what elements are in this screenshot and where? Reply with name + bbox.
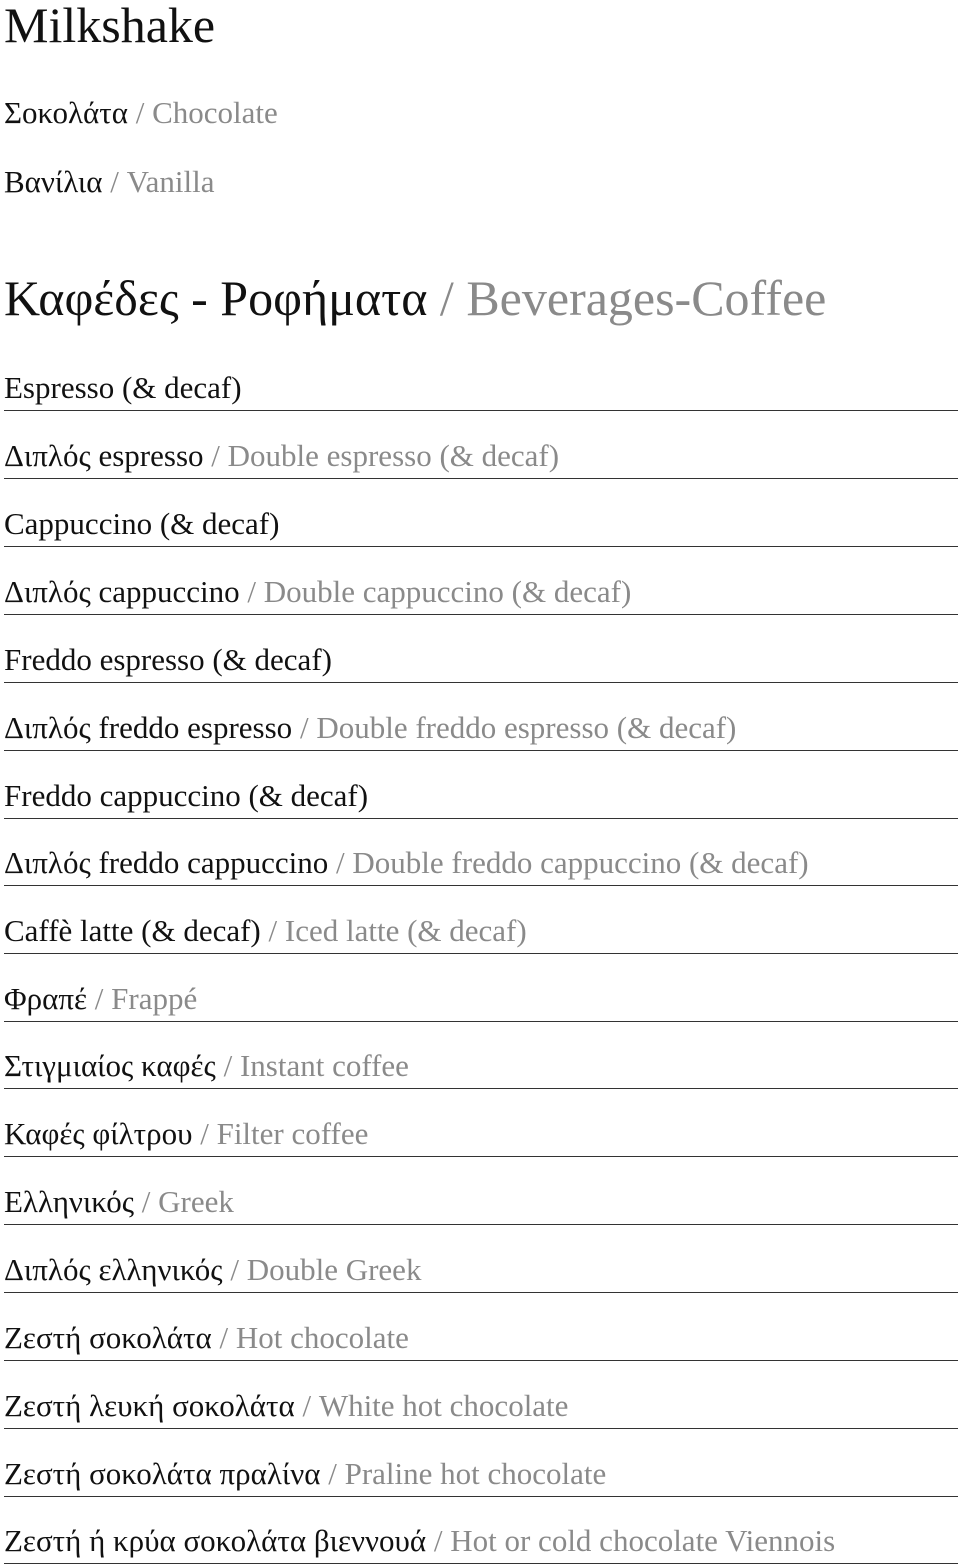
item-separator: / [328,845,353,880]
item-name-english: Double espresso (& decaf) [227,438,560,473]
item-name-english: Double Greek [246,1252,422,1287]
item-name-english: Vanilla [126,164,215,199]
item-name-english: Double cappuccino (& decaf) [263,574,632,609]
item-name-greek: Caffè latte (& decaf) [4,913,261,948]
item-name-greek: Καφές φίλτρου [4,1116,193,1151]
menu-item [4,1248,958,1293]
item-name-greek: Ζεστή σοκολάτα [4,1320,212,1355]
item-name-english: Filter coffee [216,1116,369,1151]
section-title-english: Beverages-Coffee [466,270,827,326]
item-name-greek: Διπλός freddo espresso [4,710,293,745]
item-name-english: Iced latte (& decaf) [284,913,527,948]
menu-item [4,638,958,683]
item-separator: / [239,574,264,609]
menu-item [4,1519,958,1564]
section-title-greek: Καφέδες - Ροφήματα [4,270,428,326]
item-separator: / [320,1456,345,1491]
item-name-greek: Στιγμιαίος καφές [4,1048,216,1083]
menu-item [4,1316,958,1361]
menu-item [4,909,958,954]
item-name-greek: Ζεστή ή κρύα σοκολάτα βιεννουά [4,1523,427,1558]
item-name-english: Instant coffee [239,1048,409,1083]
menu-item [4,434,958,479]
item-separator: / [215,1048,240,1083]
item-separator: / [127,95,153,130]
menu-item [4,570,958,615]
item-separator: / [192,1116,217,1151]
item-name-greek: Freddo espresso (& decaf) [4,642,332,677]
menu-item [4,977,958,1022]
section-title-beverages-coffee [4,270,827,326]
section-title-separator: / [427,270,467,326]
item-name-english: White hot chocolate [318,1388,569,1423]
item-separator: / [211,1320,236,1355]
item-name-greek: Σοκολάτα [4,95,128,130]
item-separator: / [134,1184,159,1219]
menu-item [4,1452,958,1497]
item-name-english: Praline hot chocolate [344,1456,607,1491]
item-name-greek: Διπλός freddo cappuccino [4,845,329,880]
item-separator: / [426,1523,451,1558]
menu-item [4,1384,958,1429]
menu-item [4,1180,958,1225]
menu-item [4,706,958,751]
item-name-english: Double freddo cappuccino (& decaf) [352,845,809,880]
item-name-greek: Espresso (& decaf) [4,370,242,405]
item-name-english: Chocolate [152,95,278,130]
item-separator: / [294,1388,319,1423]
item-name-greek: Cappuccino (& decaf) [4,506,280,541]
item-separator: / [222,1252,247,1287]
item-separator: / [203,438,228,473]
item-name-greek: Διπλός ελληνικός [4,1252,223,1287]
menu-item [4,502,958,547]
item-name-greek: Διπλός cappuccino [4,574,240,609]
item-name-greek: Διπλός espresso [4,438,204,473]
item-name-english: Double freddo espresso (& decaf) [316,710,737,745]
item-name-english: Frappé [111,981,198,1016]
section-title-milkshake: Milkshake [4,0,216,53]
item-name-greek: Ζεστή σοκολάτα πραλίνα [4,1456,321,1491]
item-separator: / [260,913,285,948]
item-separator: / [102,164,127,199]
item-separator: / [87,981,112,1016]
menu-item [4,1044,958,1089]
menu-item [4,774,958,819]
item-separator: / [292,710,317,745]
menu-item [4,366,958,411]
menu-item [4,91,958,135]
menu-item [4,160,958,204]
menu-item [4,1112,958,1157]
item-name-greek: Ελληνικός [4,1184,135,1219]
menu-item [4,841,958,886]
item-name-english: Hot or cold chocolate Viennois [450,1523,836,1558]
item-name-greek: Φραπέ [4,981,88,1016]
item-name-greek: Freddo cappuccino (& decaf) [4,778,369,813]
item-name-greek: Ζεστή λευκή σοκολάτα [4,1388,295,1423]
item-name-greek: Βανίλια [4,164,103,199]
item-name-english: Greek [158,1184,234,1219]
item-name-english: Hot chocolate [235,1320,409,1355]
